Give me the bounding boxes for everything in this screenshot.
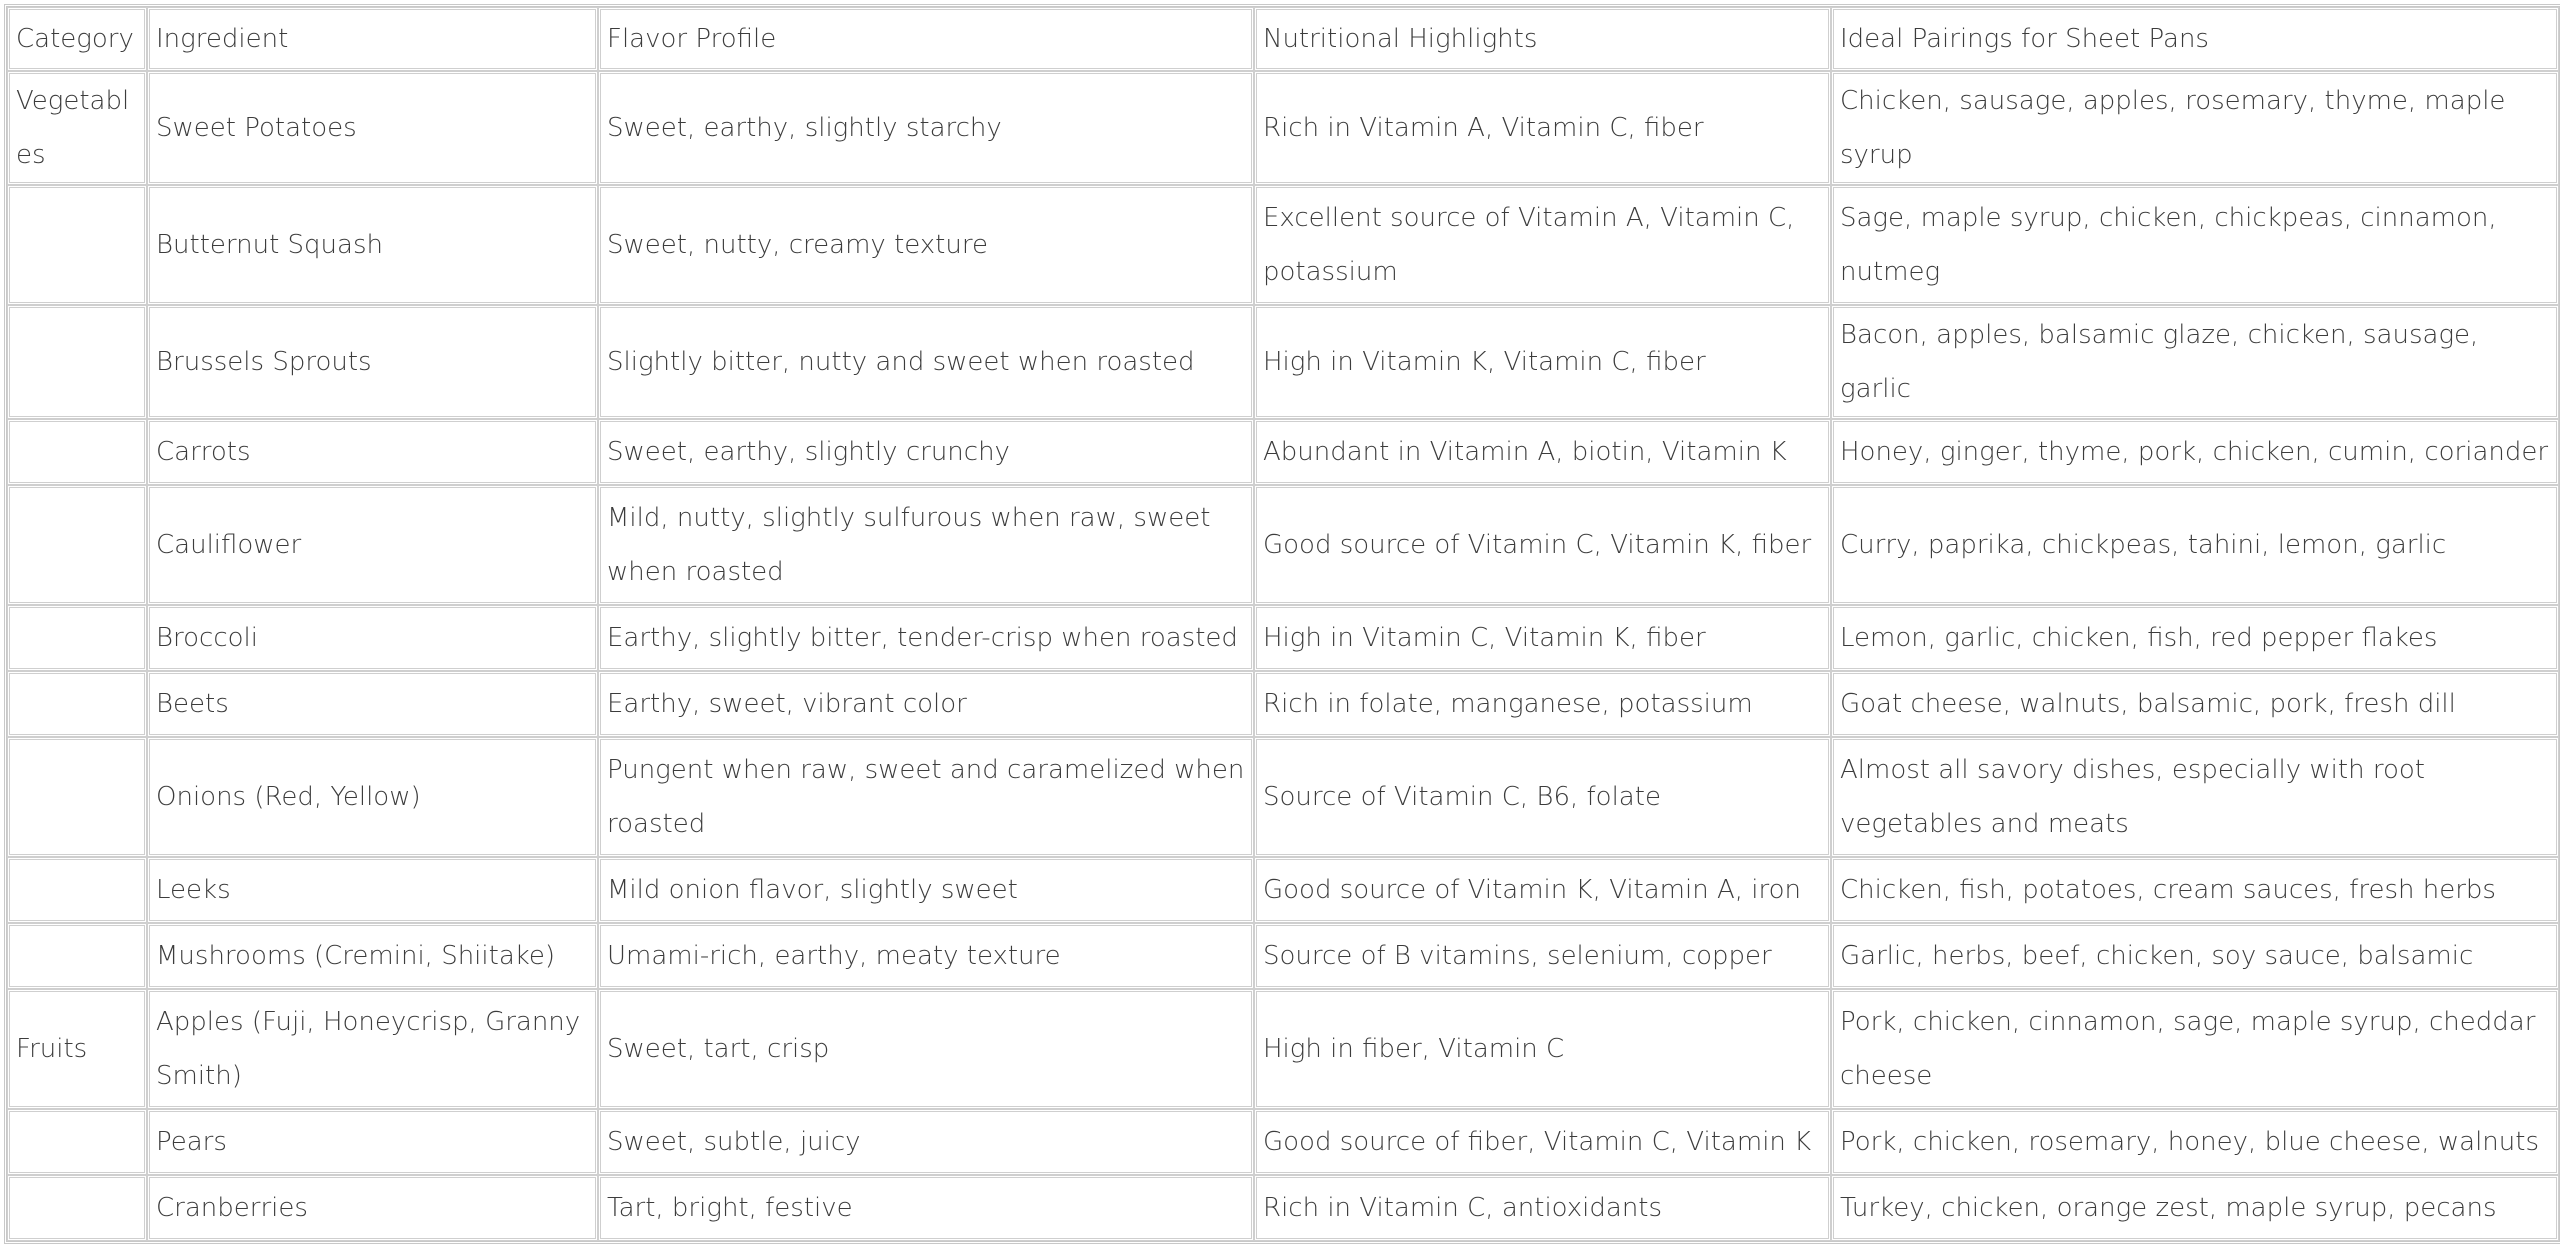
header-ingredient: Ingredient — [147, 7, 598, 71]
cell-flavor: Earthy, slightly bitter, tender-crisp when roasted — [598, 605, 1254, 671]
cell-ingredient: Apples (Fuji, Honeycrisp, Granny Smith) — [147, 989, 598, 1109]
cell-nutrition: Rich in Vitamin A, Vitamin C, fiber — [1254, 71, 1831, 185]
header-category: Category — [7, 7, 147, 71]
cell-nutrition: Abundant in Vitamin A, biotin, Vitamin K — [1254, 419, 1831, 485]
cell-nutrition: Source of Vitamin C, B6, folate — [1254, 737, 1831, 857]
cell-flavor: Sweet, subtle, juicy — [598, 1109, 1254, 1175]
cell-category — [7, 923, 147, 989]
cell-nutrition: Good source of Vitamin K, Vitamin A, iron — [1254, 857, 1831, 923]
cell-category — [7, 857, 147, 923]
cell-ingredient: Brussels Sprouts — [147, 305, 598, 419]
cell-category — [7, 671, 147, 737]
ingredients-table — [4, 4, 2560, 1244]
cell-ingredient: Pears — [147, 1109, 598, 1175]
cell-category — [7, 737, 147, 857]
cell-nutrition: Rich in folate, manganese, potassium — [1254, 671, 1831, 737]
table-row — [7, 605, 2559, 671]
table-row — [7, 857, 2559, 923]
cell-ingredient: Carrots — [147, 419, 598, 485]
cell-flavor: Sweet, earthy, slightly crunchy — [598, 419, 1254, 485]
cell-pairings: Chicken, fish, potatoes, cream sauces, fresh herbs — [1831, 857, 2559, 923]
cell-category — [7, 305, 147, 419]
header-row — [7, 7, 2559, 71]
cell-pairings: Garlic, herbs, beef, chicken, soy sauce, balsamic — [1831, 923, 2559, 989]
table-row — [7, 419, 2559, 485]
cell-pairings: Lemon, garlic, chicken, fish, red pepper flakes — [1831, 605, 2559, 671]
cell-ingredient: Onions (Red, Yellow) — [147, 737, 598, 857]
cell-nutrition: Good source of Vitamin C, Vitamin K, fiber — [1254, 485, 1831, 605]
cell-ingredient: Leeks — [147, 857, 598, 923]
cell-pairings: Bacon, apples, balsamic glaze, chicken, sausage, garlic — [1831, 305, 2559, 419]
cell-category — [7, 185, 147, 305]
cell-pairings: Goat cheese, walnuts, balsamic, pork, fresh dill — [1831, 671, 2559, 737]
table-row — [7, 485, 2559, 605]
cell-ingredient: Sweet Potatoes — [147, 71, 598, 185]
cell-flavor: Pungent when raw, sweet and caramelized when roasted — [598, 737, 1254, 857]
cell-pairings: Turkey, chicken, orange zest, maple syrup, pecans — [1831, 1175, 2559, 1241]
table-row — [7, 1109, 2559, 1175]
cell-nutrition: Source of B vitamins, selenium, copper — [1254, 923, 1831, 989]
cell-nutrition: Excellent source of Vitamin A, Vitamin C, potassium — [1254, 185, 1831, 305]
cell-pairings: Pork, chicken, cinnamon, sage, maple syrup, cheddar cheese — [1831, 989, 2559, 1109]
cell-ingredient: Beets — [147, 671, 598, 737]
table-row — [7, 671, 2559, 737]
header-flavor-profile: Flavor Profile — [598, 7, 1254, 71]
cell-ingredient: Butternut Squash — [147, 185, 598, 305]
cell-pairings: Honey, ginger, thyme, pork, chicken, cumin, coriander — [1831, 419, 2559, 485]
cell-flavor: Mild, nutty, slightly sulfurous when raw, sweet when roasted — [598, 485, 1254, 605]
cell-pairings: Pork, chicken, rosemary, honey, blue cheese, walnuts — [1831, 1109, 2559, 1175]
cell-flavor: Umami-rich, earthy, meaty texture — [598, 923, 1254, 989]
cell-category — [7, 605, 147, 671]
cell-ingredient: Broccoli — [147, 605, 598, 671]
cell-ingredient: Cauliflower — [147, 485, 598, 605]
table-row — [7, 737, 2559, 857]
table-row — [7, 1175, 2559, 1241]
cell-nutrition: High in Vitamin C, Vitamin K, fiber — [1254, 605, 1831, 671]
table-row — [7, 185, 2559, 305]
cell-flavor: Sweet, nutty, creamy texture — [598, 185, 1254, 305]
cell-ingredient: Mushrooms (Cremini, Shiitake) — [147, 923, 598, 989]
cell-flavor: Tart, bright, festive — [598, 1175, 1254, 1241]
cell-pairings: Curry, paprika, chickpeas, tahini, lemon, garlic — [1831, 485, 2559, 605]
cell-flavor: Sweet, tart, crisp — [598, 989, 1254, 1109]
cell-pairings: Almost all savory dishes, especially with root vegetables and meats — [1831, 737, 2559, 857]
cell-nutrition: Rich in Vitamin C, antioxidants — [1254, 1175, 1831, 1241]
cell-flavor: Earthy, sweet, vibrant color — [598, 671, 1254, 737]
table-row — [7, 305, 2559, 419]
cell-category: Vegetables — [7, 71, 147, 185]
cell-category — [7, 485, 147, 605]
cell-pairings: Chicken, sausage, apples, rosemary, thyme, maple syrup — [1831, 71, 2559, 185]
cell-pairings: Sage, maple syrup, chicken, chickpeas, cinnamon, nutmeg — [1831, 185, 2559, 305]
cell-nutrition: High in Vitamin K, Vitamin C, fiber — [1254, 305, 1831, 419]
cell-category — [7, 1109, 147, 1175]
cell-nutrition: Good source of fiber, Vitamin C, Vitamin K — [1254, 1109, 1831, 1175]
cell-ingredient: Cranberries — [147, 1175, 598, 1241]
header-nutritional-highlights: Nutritional Highlights — [1254, 7, 1831, 71]
cell-flavor: Mild onion flavor, slightly sweet — [598, 857, 1254, 923]
cell-flavor: Sweet, earthy, slightly starchy — [598, 71, 1254, 185]
cell-flavor: Slightly bitter, nutty and sweet when roasted — [598, 305, 1254, 419]
cell-category: Fruits — [7, 989, 147, 1109]
table-row — [7, 989, 2559, 1109]
header-ideal-pairings: Ideal Pairings for Sheet Pans — [1831, 7, 2559, 71]
table-row — [7, 923, 2559, 989]
cell-category — [7, 419, 147, 485]
cell-nutrition: High in fiber, Vitamin C — [1254, 989, 1831, 1109]
table-row — [7, 71, 2559, 185]
cell-category — [7, 1175, 147, 1241]
